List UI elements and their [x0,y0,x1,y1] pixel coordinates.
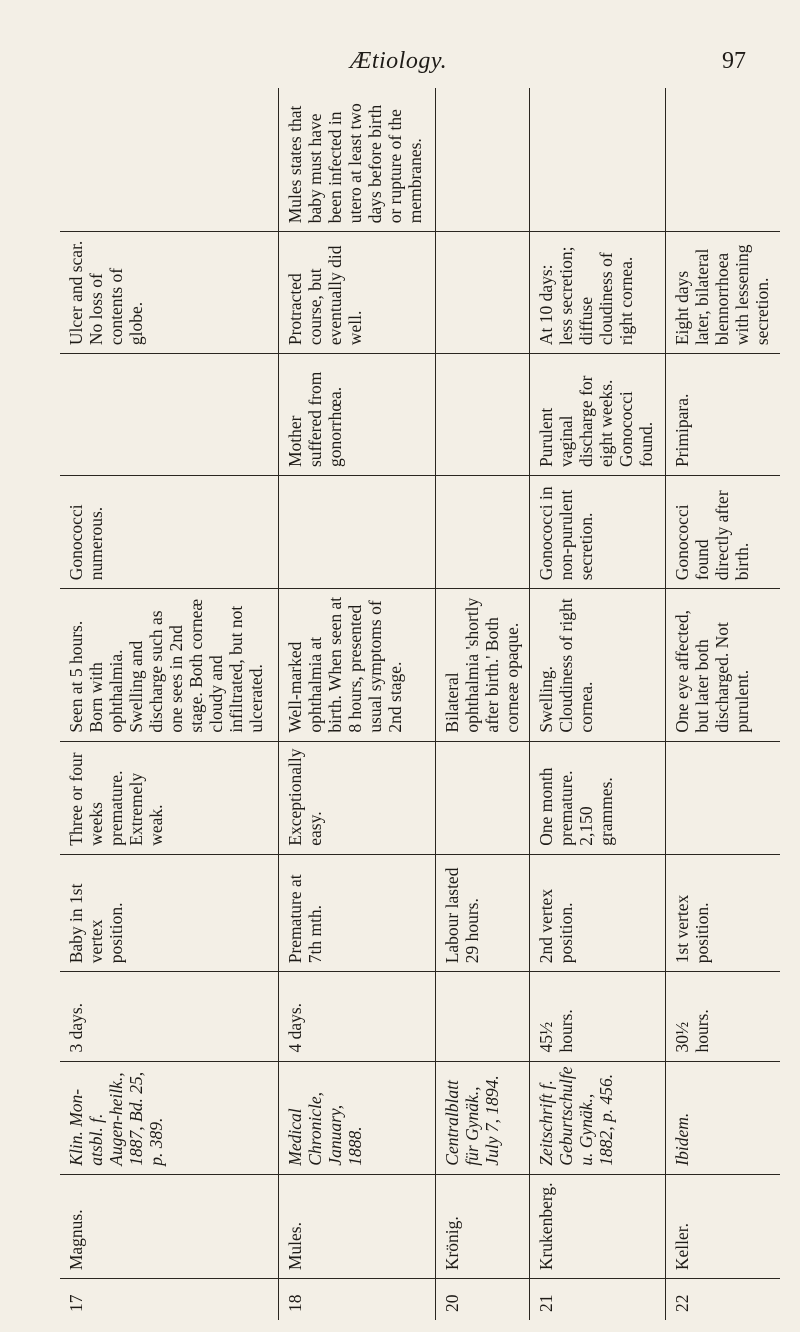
when-seen: One eye affected, but later both discharged. Not purulent. [665,589,780,741]
source [435,1061,529,1174]
mother-history [435,354,529,476]
prematurity [665,741,780,854]
author: Keller. [665,1174,780,1278]
prematurity [435,741,529,854]
gonococci: Gonococci found directly after birth. [665,476,780,589]
remark [529,88,665,232]
remark [60,88,278,232]
remark [435,88,529,232]
rotated-table-wrapper [60,88,780,1320]
page-header [0,0,800,90]
case-number: 22 [665,1279,780,1320]
remark [665,88,780,232]
mother-history: Purulent vaginal discharge for eight weeks. Gonococci found. [529,354,665,476]
case-number: 20 [435,1279,529,1320]
time: 3 days. [60,972,278,1061]
source-text: Medical Chronicle, January, 1888. [284,1091,365,1166]
course: Eight days later, bilateral blennorrhoea with lessening secretion. [665,232,780,354]
prematurity: Three or four weeks premature. Extremely weak. [60,741,278,854]
case-records-table [60,88,780,1320]
position: 2nd vertex position. [529,854,665,972]
running-title: Ætiology. [350,48,448,74]
mother-history: Mother suffered from gonorrhœa. [278,354,435,476]
when-seen: Bilateral ophthalmia 'shortly after birth.' Both corneæ opaque. [435,589,529,741]
gonococci: Gonococci in non-purulent secretion. [529,476,665,589]
prematurity: Exceptionally easy. [278,741,435,854]
source-text: Zeitschrift f. Geburtschulfe u. Gynäk., 1882, p. 456. [535,1066,616,1166]
mother-history: Primipara. [665,354,780,476]
time: 4 days. [278,972,435,1061]
page-number: 97 [722,48,746,74]
table-row [60,88,278,1320]
course: At 10 days: less secretion; diffuse cloudiness of right cornea. [529,232,665,354]
time: 45½ hours. [529,972,665,1061]
when-seen: Well-marked ophthalmia at birth. When seen at 8 hours, presented usual symptoms of 2nd stage. [278,589,435,741]
course: Ulcer and scar. No loss of contents of globe. [60,232,278,354]
gonococci [278,476,435,589]
course: Protracted course, but eventually did well. [278,232,435,354]
table-row [278,88,435,1320]
gonococci [435,476,529,589]
time: 30½ hours. [665,972,780,1061]
source-text: Klin. Mon-atsbl. f. Augen-heilk., 1887, Bd. 25, p. 389. [66,1071,166,1166]
when-seen: Seen at 5 hours. Born with ophthalmia. Swelling and discharge such as one sees in 2nd stage. Both corneæ cloudy and infiltrated, but not ulcerated. [60,589,278,741]
source [60,1061,278,1174]
author: Krönig. [435,1174,529,1278]
author: Krukenberg. [529,1174,665,1278]
prematurity: One month premature. 2,150 grammes. [529,741,665,854]
author: Mules. [278,1174,435,1278]
case-number: 21 [529,1279,665,1320]
author: Magnus. [60,1174,278,1278]
case-number: 17 [66,1294,86,1312]
position: Baby in 1st vertex position. [60,854,278,972]
source [529,1061,665,1174]
source [665,1061,780,1174]
when-seen: Swelling. Cloudiness of right cornea. [529,589,665,741]
table-row [529,88,665,1320]
position: 1st vertex position. [665,854,780,972]
position: Premature at 7th mth. [278,854,435,972]
table-row [435,88,529,1320]
table-row [665,88,780,1320]
time [435,972,529,1061]
gonococci: Gonococci numerous. [60,476,278,589]
course [435,232,529,354]
source-text: Centralblatt für Gynäk., July 7, 1894. [441,1075,502,1166]
source [278,1061,435,1174]
remark: Mules states that baby must have been infected in utero at least two days before birth or rupture of the membranes. [278,88,435,232]
source-text: Ibidem. [671,1112,692,1166]
case-number: 18 [278,1279,435,1320]
position: Labour lasted 29 hours. [435,854,529,972]
mother-history [60,354,278,476]
